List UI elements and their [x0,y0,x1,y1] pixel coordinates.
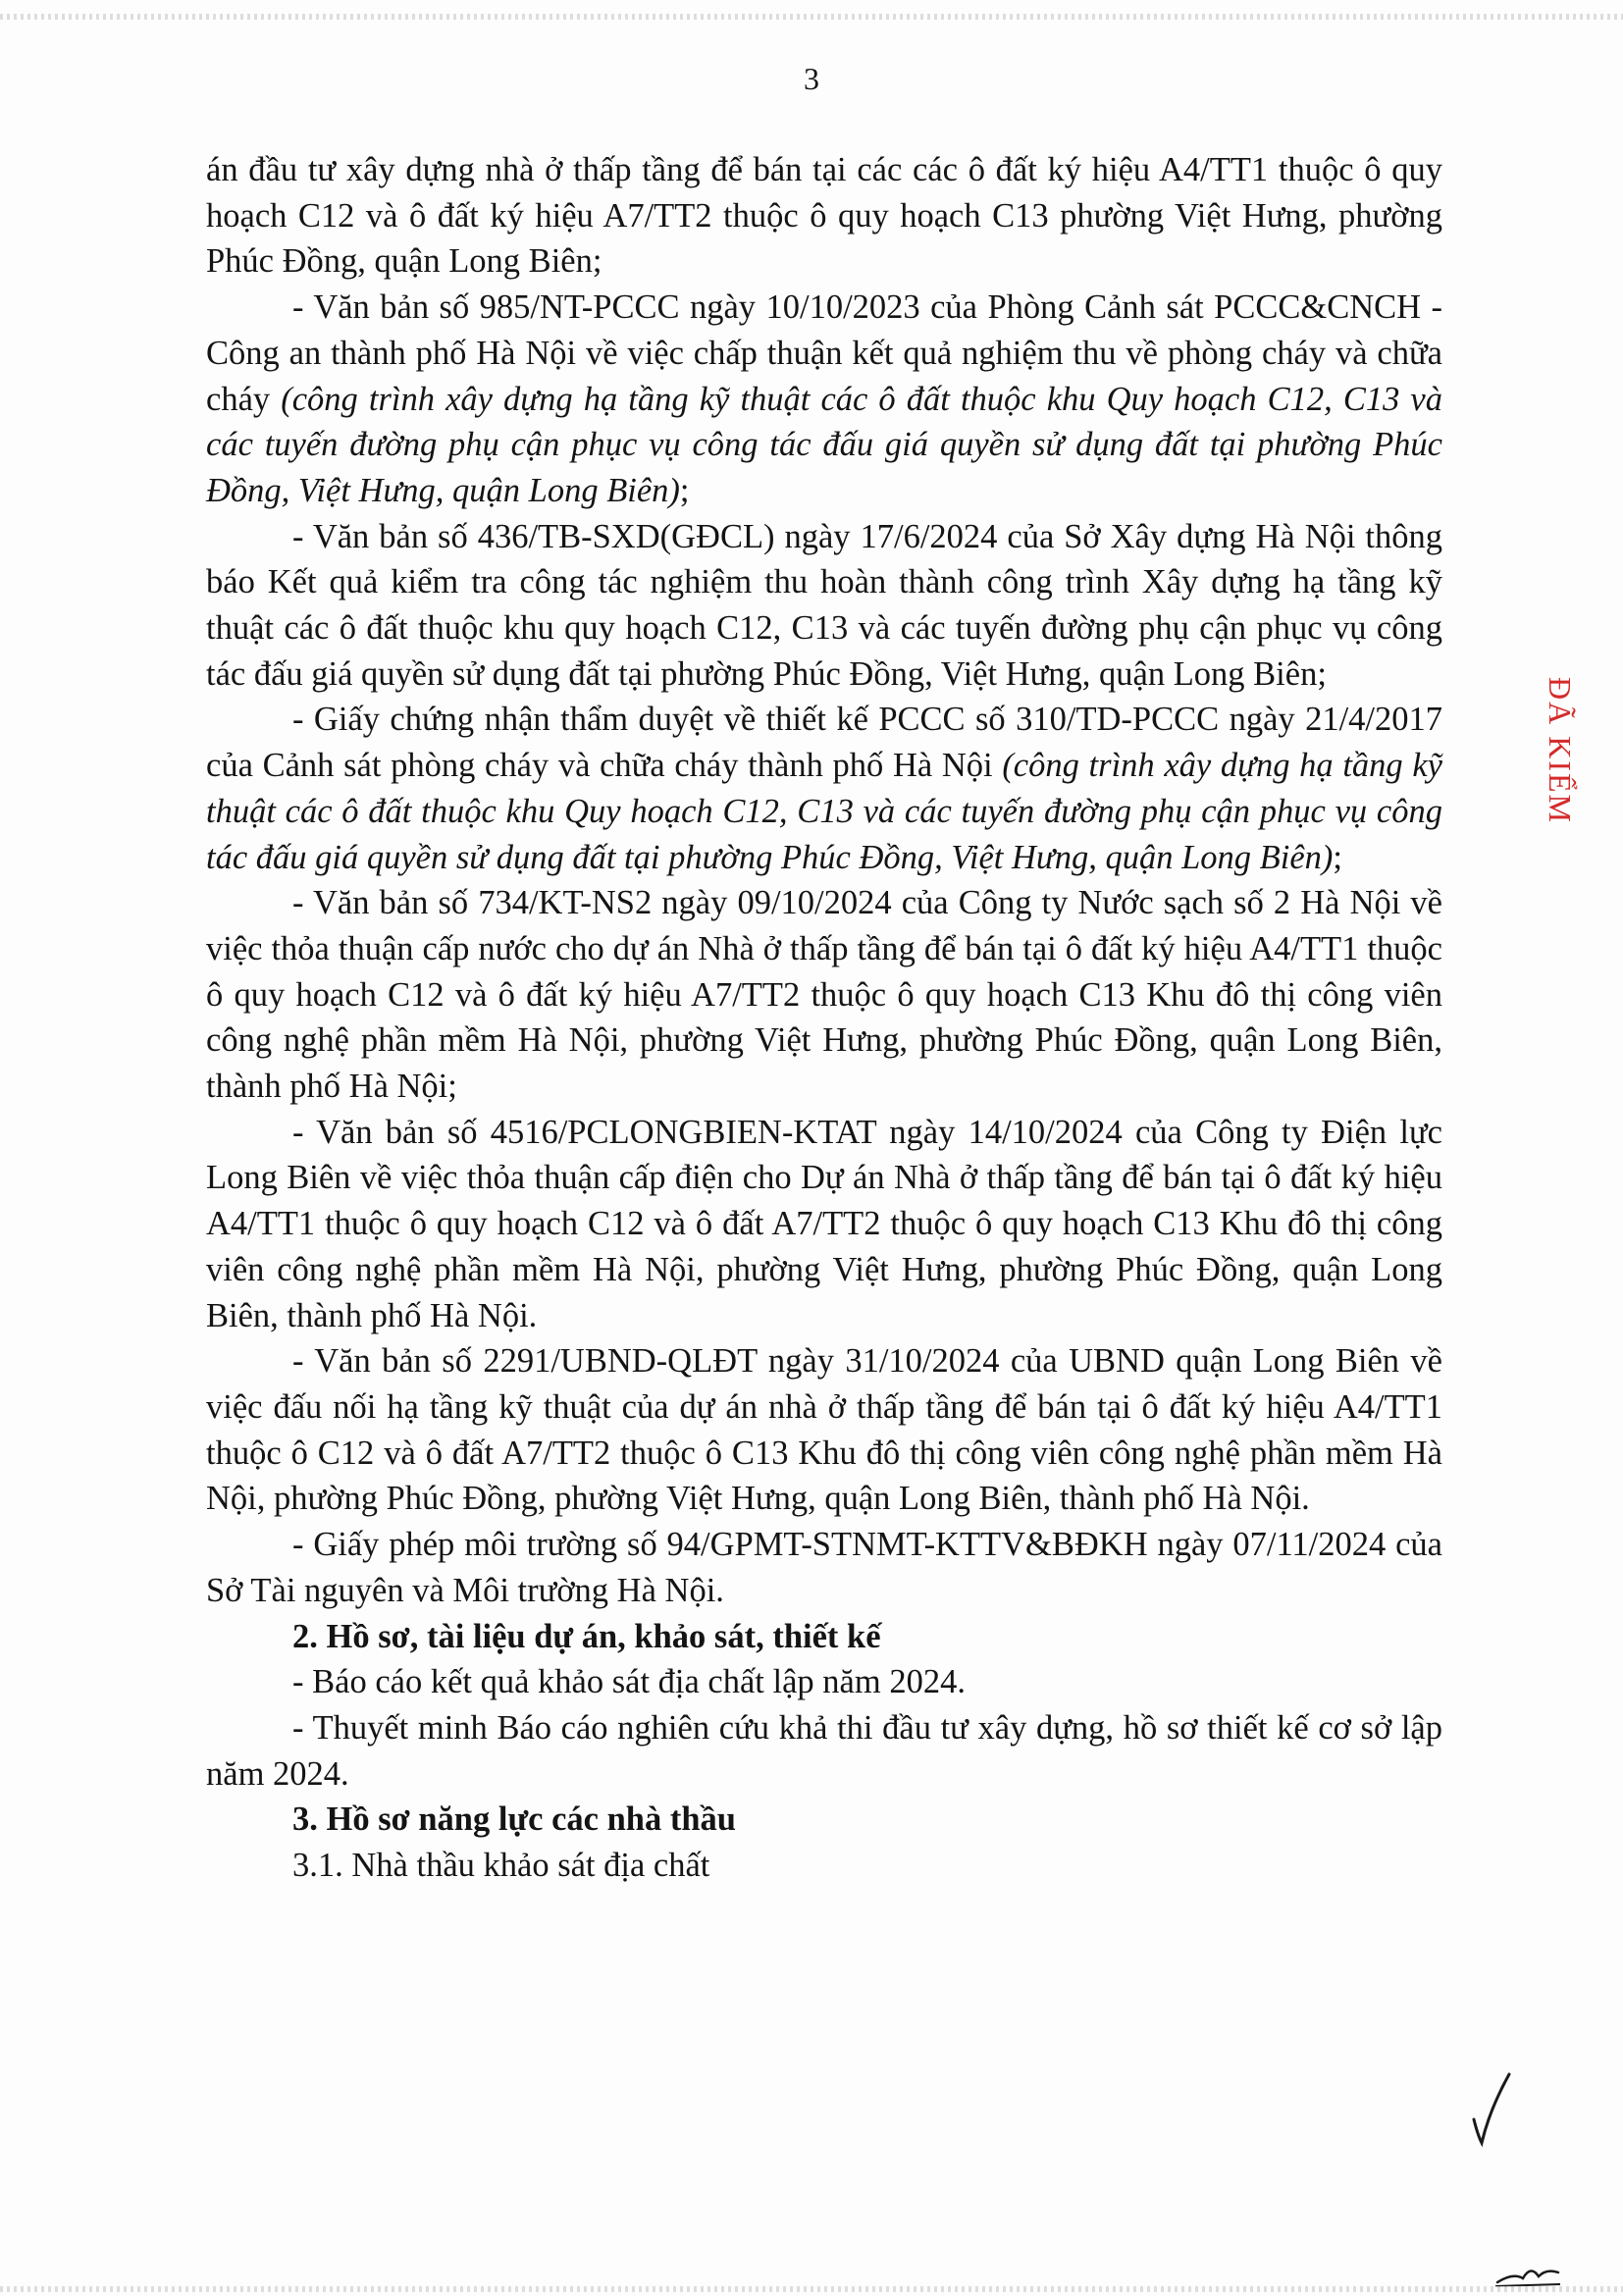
handwritten-initials [1493,2255,1562,2290]
section-heading-3: 3. Hồ sơ năng lực các nhà thầu [292,1800,736,1839]
document-body [206,147,1442,1889]
paragraph-pccc-acceptance: - Văn bản số 985/NT-PCCC ngày 10/10/2023 của Phòng Cảnh sát PCCC&CNCH - Công an thành phố Hà Nội về việc chấp thuận kết quả nghiệm thu về phòng cháy và chữa cháy (công trình xây dựng hạ tầng kỹ thuật các ô đất thuộc khu Quy hoạch C12, C13 và các tuyến đường phụ cận phục vụ công tác đấu giá quyền sử dụng đất tại phường Phúc Đồng, Việt Hưng, quận Long Biên); [206,288,1442,509]
scan-edge-top [0,14,1623,20]
scan-edge-bottom [0,2286,1623,2292]
paragraph-fire-design-certificate: - Giấy chứng nhận thẩm duyệt về thiết kế PCCC số 310/TD-PCCC ngày 21/4/2017 của Cảnh sát phòng cháy và chữa cháy thành phố Hà Nội (công trình xây dựng hạ tầng kỹ thuật các ô đất thuộc khu Quy hoạch C12, C13 và các tuyến đường phụ cận phục vụ công tác đấu giá quyền sử dụng đất tại phường Phúc Đồng, Việt Hưng, quận Long Biên); [206,701,1442,876]
paragraph-italic-note: (công trình xây dựng hạ tầng kỹ thuật các ô đất thuộc khu Quy hoạch C12, C13 và các tuyến đường phụ cận phục vụ công tác đấu giá quyền sử dụng đất tại phường Phúc Đồng, Việt Hưng, quận Long Biên) [206,380,1442,509]
handwritten-check-mark [1466,2070,1515,2149]
paragraph-infrastructure-connection: - Văn bản số 2291/UBND-QLĐT ngày 31/10/2024 của UBND quận Long Biên về việc đấu nối hạ tầng kỹ thuật của dự án nhà ở thấp tầng để bán tại ô đất ký hiệu A4/TT1 thuộc ô C12 và ô đất A7/TT2 thuộc ô C13 Khu đô thị công viên công nghệ phần mềm Hà Nội, phường Phúc Đồng, phường Việt Hưng, quận Long Biên, thành phố Hà Nội. [206,1342,1442,1518]
section-heading-2: 2. Hồ sơ, tài liệu dự án, khảo sát, thiết kế [292,1617,881,1655]
paragraph-italic-note: (công trình xây dựng hạ tầng kỹ thuật các ô đất thuộc khu Quy hoạch C12, C13 và các tuyến đường phụ cận phục vụ công tác đấu giá quyền sử dụng đất tại phường Phúc Đồng, Việt Hưng, quận Long Biên) [206,747,1442,876]
paragraph-continuation: án đầu tư xây dựng nhà ở thấp tầng để bán tại các các ô đất ký hiệu A4/TT1 thuộc ô quy hoạch C12 và ô đất ký hiệu A7/TT2 thuộc ô quy hoạch C13 phường Việt Hưng, phường Phúc Đồng, quận Long Biên; [206,151,1442,281]
section-2-item: - Thuyết minh Báo cáo nghiên cứu khả thi đầu tư xây dựng, hồ sơ thiết kế cơ sở lập năm 2024. [206,1708,1442,1793]
page-number: 3 [804,61,819,96]
red-margin-stamp: ĐÃ KIỂM [1543,677,1578,824]
paragraph-construction-inspection: - Văn bản số 436/TB-SXD(GĐCL) ngày 17/6/2024 của Sở Xây dựng Hà Nội thông báo Kết quả kiểm tra công tác nghiệm thu hoàn thành công trình Xây dựng hạ tầng kỹ thuật các ô đất thuộc khu quy hoạch C12, C13 và các tuyến đường phụ cận phục vụ công tác đấu giá quyền sử dụng đất tại phường Phúc Đồng, Việt Hưng, quận Long Biên; [206,517,1442,693]
paragraph-power-supply: - Văn bản số 4516/PCLONGBIEN-KTAT ngày 14/10/2024 của Công ty Điện lực Long Biên về việc thỏa thuận cấp điện cho Dự án Nhà ở thấp tầng để bán tại ô đất ký hiệu A4/TT1 thuộc ô quy hoạch C12 và ô đất A7/TT2 thuộc ô quy hoạch C13 Khu đô thị công viên công nghệ phần mềm Hà Nội, phường Việt Hưng, phường Phúc Đồng, quận Long Biên, thành phố Hà Nội. [206,1113,1442,1334]
section-heading-3-1: 3.1. Nhà thầu khảo sát địa chất [292,1847,710,1885]
section-2-item: - Báo cáo kết quả khảo sát địa chất lập năm 2024. [292,1663,966,1701]
paragraph-water-supply: - Văn bản số 734/KT-NS2 ngày 09/10/2024 của Công ty Nước sạch số 2 Hà Nội về việc thỏa thuận cấp nước cho dự án Nhà ở thấp tầng để bán tại ô đất ký hiệu A4/TT1 thuộc ô quy hoạch C12 và ô đất ký hiệu A7/TT2 thuộc ô quy hoạch C13 Khu đô thị công viên công nghệ phần mềm Hà Nội, phường Việt Hưng, phường Phúc Đồng, quận Long Biên, thành phố Hà Nội; [206,884,1442,1106]
paragraph-environment-permit: - Giấy phép môi trường số 94/GPMT-STNMT-KTTV&BĐKH ngày 07/11/2024 của Sở Tài nguyên và Môi trường Hà Nội. [206,1526,1442,1609]
